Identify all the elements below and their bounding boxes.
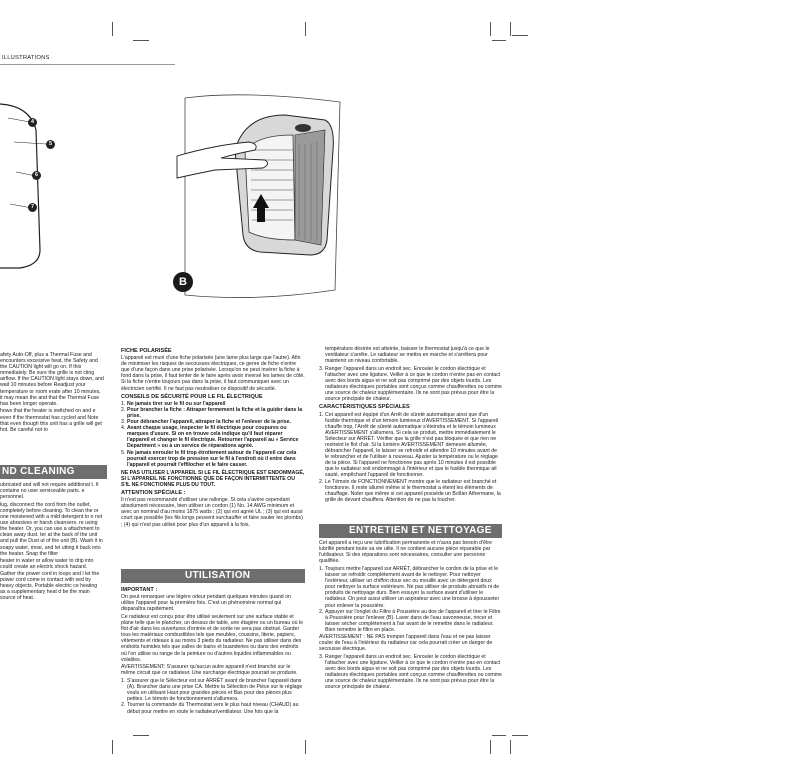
utilisation-heading: UTILISATION <box>121 569 305 583</box>
left-para-3: ubricated and will not require additional t. It contains no user serviceable parts. e personnel. <box>0 482 99 501</box>
list-item: 1. Cet appareil est équipé d'un Arrêt de sûreté automatique ainsi que d'un fusible thermique et d'un témoin lumineux d'AVERTISSEMENT. Si l'appareil chauffe trop, l'Arrêt de sûreté automatique s'éteindra et le témoin lumineux AVERTISSEMENT s'allumera. Si cela se produit, mettre immédiatement le Sélecteur sur ARRÊT. Vérifier que la grille n'est pas bloquée et que rien ne restreint le flot d'air. Si la lumière AVERTISSEMENT demeure allumée, débrancher l'appareil, le laisser se refroidir et attendre 10 minutes avant de le rebrancher et de l'utiliser à nouveau. Ajuster la température ou le réglage de la pièce. Si l'appareil ne fonctionne pas après 10 minutes il est possible que le radiateur soit endommagé à l'intérieur et que le fusible thermique ait sauté, empêchant l'appareil de fonctionner. <box>319 411 499 479</box>
list-item: 2. Tourner la commande du Thermostat vers le plus haut niveau (CHAUD) au début pour mettre en route le radiateur/ventilateur. Une fois que la <box>121 702 299 715</box>
crop-mark <box>305 740 306 754</box>
list-item: 1. S'assurer que le Sélecteur est sur ARRÊT avant de brancher l'appareil dans (A). Brancher dans une prise CA. Mettre la Sélection de Pièce sur le réglage voulu en utilisant Haut pour grandes pièces et Bas pour des pièces plus petites. Le témoin de fonctionnement s'allumera. <box>121 678 303 703</box>
figure-b-label: B <box>173 272 193 292</box>
radiateur-text: Ce radiateur est conçu pour être utilisé seulement sur une surface stable et plane telle que le plancher, un dessus de table, une étagère ou un bureau où le flot d'air dans les ouvertures d'entrée et de sortie ne sera pas obstrué. Garder tous les matériaux combustibles tels que meubles, coussins, literie, papiers, vêtements et rideaux à au moins 3 pieds du radiateur. Ne pas utiliser dans des endroits humides tels que salles de bains et buanderies ou dans des endroits où l'on utilise ou range de la peinture ou d'autres liquides inflammables ou volatiles. <box>121 613 303 663</box>
list-item: 4. Avant chaque usage, inspecter le fil électrique pour coupures ou marques d'usure. Si on en trouve cela indique qu'il faut réparer l'appareil et changer le fil électrique. Retourner l'appareil au « Service Department » ou à un service de réparations agréé. <box>121 425 299 450</box>
consignes-heading: CONSEILS DE SÉCURITÉ POUR LE FIL ÉLECTRIQUE <box>121 393 263 400</box>
crop-mark <box>490 740 491 754</box>
figure-b-illustration <box>175 90 350 305</box>
entretien-avertissement: AVERTISSEMENT : NE PAS tremper l'appareil dans l'eau et ne pas laisser couler de l'eau à l'intérieur du radiateur car cela pourrait créer un danger de secousse électrique. <box>319 634 493 653</box>
list-item: 1. Toujours mettre l'appareil sur ARRÊT, débrancher le cordon de la prise et le laisser se refroidir complètement avant de le nettoyer. Pour nettoyer l'extérieur, utiliser un chiffon doux sec ou mouillé avec un détergent doux pour nettoyer la surface extérieure. Ne pas utiliser de produits abrasifs ni de produits de nettoyage durs. Bien essuyer la surface avant d'utiliser le radiateur. On peut aussi utiliser un aspirateur avec une brosse à épousseter pour enlever la poussière. <box>319 565 500 609</box>
callout-5: 5 <box>46 140 55 149</box>
section-label: ILLUSTRATIONS <box>2 55 50 61</box>
left-para-5: heater in water or allow water to drip into could create an electric shock hazard. Gather the power cord in loops and l let the power cord come in contact with sed by heavy objects. Portable electric ce heating as a supplementary heat d be the main source of heat. <box>0 558 100 601</box>
crop-mark <box>133 735 149 736</box>
crop-mark <box>512 35 528 36</box>
crop-mark <box>112 22 113 36</box>
crop-mark <box>133 40 149 41</box>
header-rule <box>0 64 175 65</box>
entretien-heading: ENTRETIEN ET NETTOYAGE <box>319 524 502 538</box>
crop-mark <box>305 22 306 36</box>
callout-7: 7 <box>28 203 37 212</box>
attention-heading: ATTENTION SPÉCIALE : <box>121 490 186 497</box>
crop-mark <box>492 40 506 41</box>
middle-column-top <box>121 346 305 566</box>
right-column-top <box>319 346 502 521</box>
carac-heading: CARACTÉRISTIQUES SPÉCIALES <box>319 404 410 411</box>
fiche-heading: FICHE POLARISÉE <box>121 348 172 354</box>
crop-mark <box>490 22 491 36</box>
left-para-2: hows that the heater is switched on and e even if the thermostat has cycled and Note that even though this unit has a grille will get hot. Be careful not to <box>0 408 102 433</box>
crop-mark <box>492 735 506 736</box>
callout-4: 4 <box>28 118 37 127</box>
list-item: 3. Ranger l'appareil dans un endroit sec. Enrouler le cordon électrique et l'attacher avec une ligature. Veiller à ce que le cordon n'entre pas en contact avec des bords aigus et ne soit pas comprimé par des objets lourds. Les radiateurs électriques portables sont conçus comme chaufferettes ou comme une source de chaleur supplémentaire. Ils ne sont pas prévus pour être la source principale de chaleur. <box>319 653 502 691</box>
fiche-text: L'appareil est muni d'une fiche polarisée (une lame plus large que l'autre). Afin de minimiser les risques de secousses électriques, ce genre de fiche n'entre que d'une façon dans une prise polarisée. Lorsqu'on ne peut insérer la fiche à fond dans la prise, il faut tenter de le faire après avoir inversé les lames de côté. Si la fiche n'entre toujours pas dans la prise, il faut communiquer avec un électricien certifié. Il ne faut pas neutraliser ce dispositif de sécurité. <box>121 355 305 392</box>
list-item: 3. Ranger l'appareil dans un endroit sec. Enrouler le cordon électrique et l'attacher avec une ligature. Veiller à ce que le cordon n'entre pas en contact avec des bords aigus et ne soit pas comprimé par des objets lourds. Les radiateurs électriques portables sont conçus comme chaufferettes ou comme une source de chaleur supplémentaire. Ils ne sont pas prévus pour être la source principale de chaleur. <box>319 365 502 403</box>
crop-mark <box>512 735 528 736</box>
warning-caps: NE PAS UTILISER L'APPAREIL SI LE FIL ÉLECTRIQUE EST ENDOMMAGÉ, SI L'APPAREIL NE FONCTIONNE QUE DE FAÇON INTERMITTENTE OU S'IL NE FONCTIONNE PLUS DU TOUT. <box>121 469 305 488</box>
crop-mark <box>510 22 511 36</box>
middle-column-bottom <box>121 585 305 735</box>
crop-mark <box>510 740 511 754</box>
list-item: 2. Pour brancher la fiche : Attraper fermement la fiche et la guider dans la prise. <box>121 406 303 419</box>
entretien-text: Cet appareil a reçu une lubrification permanente et n'aura pas besoin d'être lubrifié pendant toute sa vie utile. Il ne contient aucune pièce réparable par l'utilisateur. Si des réparations sont nécessaires, consulter une personne qualifiée. <box>319 540 492 565</box>
important-text: On peut remarquer une légère odeur pendant quelques minutes quand on utilise l'appareil pour la première fois. C'est un phénomène normal qui disparaîtra rapidement. <box>121 594 291 613</box>
left-para-1: afety Auto-Off, plus a Thermal Fuse and encounters excessive heat, the Safety and the CAUTION light will go on. If this mmediately. Be sure the grille is not cting airflow. If the CAUTION light stays down, and wait 10 minutes before Readjust your temperature or room erate after 10 minutes, it may mean the and that the Thermal Fuse has been longer operate. <box>0 352 104 407</box>
left-para-4: lug, disconnect the cord from the outlet, completely before cleaning. To clean the or one moistened with a mild detergent to o not use abrasives or harsh cleansers. re using the heater. Or, you can use a attachment to clean away dust. ter at the back of the unit and pull the Dust ut of the unit (B). Wash it in soapy water, rinse, and let utting it back into the heater. Snap the filter <box>0 501 103 557</box>
list-item: 3. Pour débrancher l'appareil, attraper la fiche et l'enlever de la prise. <box>121 419 291 426</box>
important-heading: IMPORTANT : <box>121 587 158 593</box>
list-item: 2. Le Témoin de FONCTIONNEMENT montre que le radiateur est branché et fonctionne. Il reste allumé même si le thermostat a éteint les éléments de chauffage. Noter que même si cet appareil possède un Boîtier Athermane, la grille de devant chauffera. Attention de ne pas la toucher. <box>319 478 501 503</box>
list-item: 2. Appuyer sur l'onglet du Filtre à Poussière au dos de l'appareil et tirer le Filtre à Poussière pour l'enlever (B). Laver dans de l'eau savonneuse, rincer et laisser sécher complètement à l'air avant de le remettre dans le radiateur. Bien remettre le filtre en place. <box>319 608 501 633</box>
left-section-heading: ND CLEANING <box>0 465 107 479</box>
list-item: 1. Ne jamais tirer sur le fil ou sur l'appareil <box>121 400 226 407</box>
left-column-lower <box>0 482 104 622</box>
list-item: 5. Ne jamais enrouler le fil trop étroitement autour de l'appareil car cela pourrait exercer trop de pression sur le fil à l'endroit où il entre dans l'appareil et pourrait l'effilocher et le faire casser. <box>121 449 297 468</box>
avertissement-text: AVERTISSEMENT: S'assurer qu'aucun autre appareil n'est branché sur le même circuit que ce radiateur. Une surcharge électrique pourrait se produire. <box>121 664 298 677</box>
crop-mark <box>112 740 113 754</box>
right-column-bottom <box>319 540 502 735</box>
callout-6: 6 <box>32 171 41 180</box>
right-para-top: température désirée est atteinte, baisser le thermostat jusqu'à ce que le ventilateur s'arrête. Le radiateur se mettra en marche et s'arrêtera pour maintenir un niveau confortable. <box>325 346 490 365</box>
attention-text: Il n'est pas recommandé d'utiliser une rallonge. Si cela s'avère cependant absolument nécessaire, bien utiliser un cordon (1) No. 14 AWG minimum et avec un nominal d'au moins 1875 watts ; (2) qui est agréé UL ; (3) qui est aussi court que possible (les fils longs peuvent surchauffer et faire sauter les plombs) ; (4) qui n'est pas utilisé pour plus d'un appareil à la fois. <box>121 497 303 528</box>
